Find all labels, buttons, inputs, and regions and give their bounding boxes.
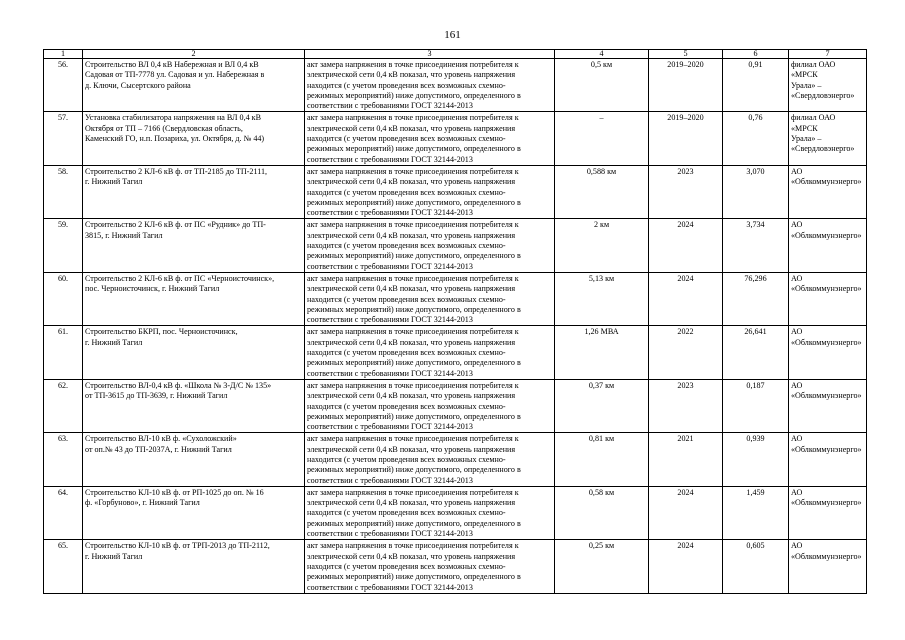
implementation-years-cell [649,486,723,539]
responsible-organization-cell [789,486,867,539]
row-number-cell [44,165,83,218]
row-number-text: 63. [57,434,69,444]
column-header: 1 [44,50,83,59]
object-name-text: Строительство 2 КЛ-6 кВ ф. от ПС «Черноисточинск», пос. Черноисточинск, г. Нижний Тагил [85,273,275,294]
object-name-cell [83,165,305,218]
table-row [44,112,867,165]
capacity-text: 0,25 км [588,541,615,551]
row-number-text: 64. [57,487,69,497]
capacity-cell [555,433,649,486]
object-name-cell [83,112,305,165]
cost-text: 1,459 [746,487,765,497]
capacity-cell [555,540,649,593]
responsible-organization-text: АО «Облкоммунэнерго» [791,273,862,294]
page-number: 161 [444,29,461,41]
table-row [44,165,867,218]
cost-text: 0,605 [746,541,765,551]
justification-cell [305,219,555,272]
row-number-cell [44,272,83,325]
justification-text: акт замера напряжения в точке присоединения потребителя к электрической сети 0,4 кВ показал, что уровень напряжения находится (с учетом проведения всех возможных схемно- режимных мероприятий) ниже допустимого, определенного в соответствии с требованиями ГОСТ 32144-2013 [307,434,521,485]
justification-text: акт замера напряжения в точке присоединения потребителя к электрической сети 0,4 кВ показал, что уровень напряжения находится (с учетом проведения всех возможных схемно- режимных мероприятий) ниже допустимого, определенного в соответствии с требованиями ГОСТ 32144-2013 [307,113,521,164]
capacity-text: 0,5 км [590,60,613,69]
responsible-organization-text: АО «Облкоммунэнерго» [791,166,862,187]
object-name-text: Строительство КЛ-10 кВ ф. от ТРП-2013 до ТП-2112, г. Нижний Тагил [85,541,270,561]
justification-text: акт замера напряжения в точке присоединения потребителя к электрической сети 0,4 кВ показал, что уровень напряжения находится (с учетом проведения всех возможных схемно- режимных мероприятий) ниже допустимого, определенного в соответствии с требованиями ГОСТ 32144-2013 [307,273,521,325]
capacity-text: 0,37 км [588,380,615,390]
implementation-years-cell [649,379,723,432]
responsible-organization-text: АО «Облкоммунэнерго» [791,434,862,454]
object-name-cell [83,433,305,486]
capacity-cell [555,272,649,325]
cost-text: 3,070 [746,166,765,176]
responsible-organization-text: филиал ОАО «МРСК Урала» – «Свердловэнерго» [791,113,855,154]
implementation-years-cell [649,112,723,165]
row-number-cell [44,112,83,165]
object-name-cell [83,540,305,593]
column-header: 7 [789,50,867,59]
row-number-cell [44,379,83,432]
cost-text: 0,187 [746,380,765,390]
object-name-cell [83,272,305,325]
responsible-organization-text: АО «Облкоммунэнерго» [791,487,862,508]
justification-cell [305,379,555,432]
column-header-row [44,50,867,59]
implementation-years-cell [649,540,723,593]
justification-cell [305,112,555,165]
measures-table [43,49,867,594]
implementation-years-text: 2023 [677,380,694,390]
cost-cell [723,326,789,379]
justification-cell [305,272,555,325]
row-number-text: 58. [57,166,69,176]
row-number-cell [44,59,83,112]
responsible-organization-text: филиал ОАО «МРСК Урала» – «Свердловэнерго» [791,60,855,100]
justification-text: акт замера напряжения в точке присоединения потребителя к электрической сети 0,4 кВ показал, что уровень напряжения находится (с учетом проведения всех возможных схемно- режимных мероприятий) ниже допустимого, определенного в соответствии с требованиями ГОСТ 32144-2013 [307,541,521,592]
table-row [44,379,867,432]
table-row [44,59,867,112]
cost-cell [723,219,789,272]
responsible-organization-text: АО «Облкоммунэнерго» [791,541,862,561]
cost-text: 3,734 [746,220,765,230]
responsible-organization-cell [789,433,867,486]
capacity-cell [555,379,649,432]
cost-text: 0,91 [748,60,763,69]
cost-text: 76,296 [744,273,767,283]
responsible-organization-cell [789,219,867,272]
cost-cell [723,165,789,218]
capacity-text: 0,588 км [586,166,617,176]
table-row [44,272,867,325]
justification-cell [305,59,555,112]
object-name-text: Строительство ВЛ 0,4 кВ Набережная и ВЛ 0,4 кВ Садовая от ТП-7778 ул. Садовая и ул. Набережная в д. Ключи, Сысертского района [85,60,265,90]
object-name-text: Установка стабилизатора напряжения на ВЛ 0,4 кВ Октября от ТП – 7166 (Свердловская область, Каменский ГО, н.п. Позариха, ул. Октября, д. № 44) [85,113,265,144]
cost-cell [723,486,789,539]
capacity-cell [555,326,649,379]
cost-text: 26,641 [744,327,767,337]
justification-cell [305,433,555,486]
responsible-organization-cell [789,165,867,218]
implementation-years-cell [649,219,723,272]
cost-cell [723,59,789,112]
responsible-organization-cell [789,272,867,325]
object-name-text: Строительство КЛ-10 кВ ф. от РП-1025 до оп. № 16 ф. «Горбуново», г. Нижний Тагил [85,487,264,508]
responsible-organization-cell [789,326,867,379]
object-name-text: Строительство ВЛ-0,4 кВ ф. «Школа № 3-Д/С № 135» от ТП-3615 до ТП-3639, г. Нижний Тагил [85,380,272,401]
justification-text: акт замера напряжения в точке присоединения потребителя к электрической сети 0,4 кВ показал, что уровень напряжения находится (с учетом проведения всех возможных схемно- режимных мероприятий) ниже допустимого, определенного в соответствии с требованиями ГОСТ 32144-2013 [307,220,521,271]
object-name-cell [83,59,305,112]
object-name-text: Строительство 2 КЛ-6 кВ ф. от ПС «Рудник» до ТП- 3815, г. Нижний Тагил [85,220,266,240]
justification-cell [305,165,555,218]
column-header: 2 [83,50,305,59]
capacity-text: 0,81 км [588,434,615,444]
justification-cell [305,486,555,539]
capacity-text: 1,26 МВА [584,327,619,337]
implementation-years-text: 2024 [677,541,694,551]
justification-cell [305,540,555,593]
implementation-years-cell [649,433,723,486]
table-row [44,219,867,272]
justification-text: акт замера напряжения в точке присоединения потребителя к электрической сети 0,4 кВ показал, что уровень напряжения находится (с учетом проведения всех возможных схемно- режимных мероприятий) ниже допустимого, определенного в соответствии с требованиями ГОСТ 32144-2013 [307,60,521,111]
implementation-years-text: 2024 [677,487,694,497]
column-header: 5 [649,50,723,59]
responsible-organization-cell [789,379,867,432]
object-name-cell [83,326,305,379]
implementation-years-text: 2022 [677,327,694,337]
cost-text: 0,939 [746,434,765,444]
justification-text: акт замера напряжения в точке присоединения потребителя к электрической сети 0,4 кВ показал, что уровень напряжения находится (с учетом проведения всех возможных схемно- режимных мероприятий) ниже допустимого, определенного в соответствии с требованиями ГОСТ 32144-2013 [307,487,521,539]
table-row [44,326,867,379]
row-number-text: 62. [57,380,69,390]
justification-text: акт замера напряжения в точке присоединения потребителя к электрической сети 0,4 кВ показал, что уровень напряжения находится (с учетом проведения всех возможных схемно- режимных мероприятий) ниже допустимого, определенного в соответствии с требованиями ГОСТ 32144-2013 [307,380,521,432]
implementation-years-text: 2021 [677,434,694,444]
cost-text: 0,76 [748,113,763,123]
object-name-cell [83,486,305,539]
row-number-cell [44,540,83,593]
object-name-text: Строительство ВЛ-10 кВ ф. «Сухоложский» от оп.№ 43 до ТП-2037А, г. Нижний Тагил [85,434,237,454]
capacity-cell [555,219,649,272]
responsible-organization-cell [789,112,867,165]
implementation-years-text: 2019–2020 [667,113,704,123]
cost-cell [723,433,789,486]
capacity-cell [555,165,649,218]
row-number-text: 60. [57,273,69,283]
implementation-years-text: 2019–2020 [667,60,704,69]
capacity-cell [555,59,649,112]
responsible-organization-text: АО «Облкоммунэнерго» [791,327,862,347]
implementation-years-text: 2024 [677,220,694,230]
implementation-years-cell [649,165,723,218]
column-header: 3 [305,50,555,59]
row-number-cell [44,219,83,272]
cost-cell [723,272,789,325]
cost-cell [723,540,789,593]
capacity-text: 5,13 км [588,273,615,283]
capacity-text: 2 км [593,220,610,230]
responsible-organization-text: АО «Облкоммунэнерго» [791,380,862,401]
capacity-text: – [599,113,604,123]
table-row [44,540,867,593]
implementation-years-text: 2024 [677,273,694,283]
implementation-years-cell [649,326,723,379]
row-number-text: 59. [57,220,69,230]
capacity-text: 0,58 км [588,487,615,497]
table-row [44,486,867,539]
table-row [44,433,867,486]
implementation-years-cell [649,272,723,325]
column-header: 6 [723,50,789,59]
cost-cell [723,379,789,432]
implementation-years-text: 2023 [677,166,694,176]
responsible-organization-cell [789,540,867,593]
row-number-cell [44,433,83,486]
object-name-cell [83,219,305,272]
row-number-text: 65. [57,541,69,551]
justification-text: акт замера напряжения в точке присоединения потребителя к электрической сети 0,4 кВ показал, что уровень напряжения находится (с учетом проведения всех возможных схемно- режимных мероприятий) ниже допустимого, определенного в соответствии с требованиями ГОСТ 32144-2013 [307,166,521,218]
capacity-cell [555,486,649,539]
row-number-text: 61. [57,327,69,337]
responsible-organization-cell [789,59,867,112]
row-number-text: 57. [57,113,69,123]
cost-cell [723,112,789,165]
implementation-years-cell [649,59,723,112]
row-number-cell [44,326,83,379]
responsible-organization-text: АО «Облкоммунэнерго» [791,220,862,240]
row-number-cell [44,486,83,539]
row-number-text: 56. [57,60,69,69]
object-name-cell [83,379,305,432]
object-name-text: Строительство БКРП, пос. Черноисточинск, г. Нижний Тагил [85,327,238,347]
justification-cell [305,326,555,379]
object-name-text: Строительство 2 КЛ-6 кВ ф. от ТП-2185 до ТП-2111, г. Нижний Тагил [85,166,268,187]
column-header: 4 [555,50,649,59]
justification-text: акт замера напряжения в точке присоединения потребителя к электрической сети 0,4 кВ показал, что уровень напряжения находится (с учетом проведения всех возможных схемно- режимных мероприятий) ниже допустимого, определенного в соответствии с требованиями ГОСТ 32144-2013 [307,327,521,378]
capacity-cell [555,112,649,165]
